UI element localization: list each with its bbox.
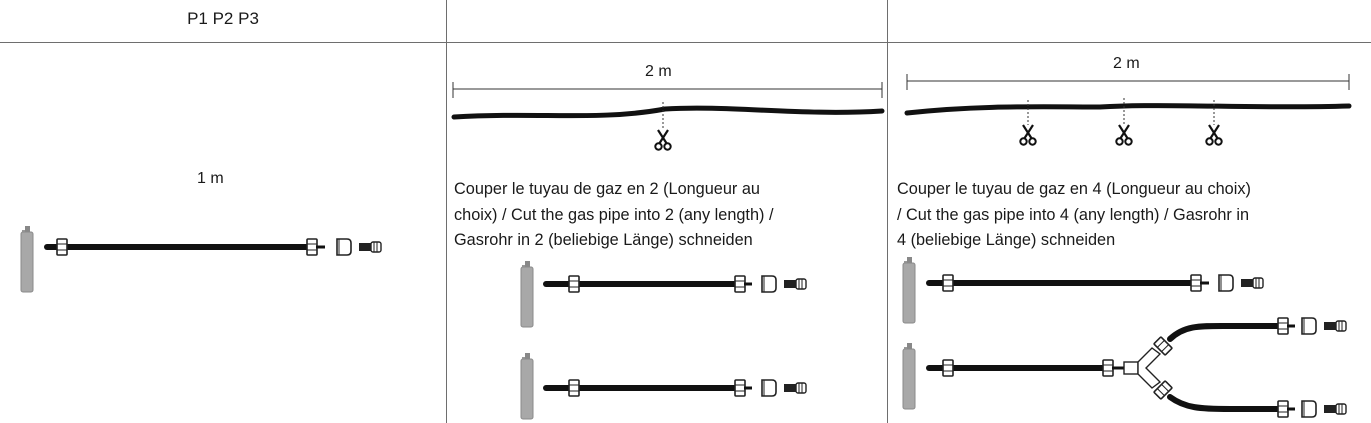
gas-bottle-icon bbox=[521, 353, 533, 419]
hose-icon bbox=[907, 106, 1349, 113]
gas-bottle-icon bbox=[21, 226, 33, 292]
dimension-line-col3 bbox=[907, 74, 1349, 90]
dimension-line-col2 bbox=[453, 82, 882, 98]
description-col3: Couper le tuyau de gaz en 4 (Longueur au choix) / Cut the gas pipe into 4 (any length) / Gasrohr in 4 (beliebige Länge) schneiden bbox=[897, 180, 1251, 249]
y-splitter-icon bbox=[1124, 337, 1172, 399]
hose-assembly-col1 bbox=[47, 239, 381, 255]
length-label-1: 1 m bbox=[197, 170, 224, 187]
hose-icon bbox=[1170, 397, 1283, 409]
column-header-1: P1 P2 P3 bbox=[187, 9, 259, 28]
hose-assembly-col3-b bbox=[929, 318, 1346, 417]
hose-icon bbox=[1170, 326, 1283, 339]
gas-bottle-icon bbox=[903, 343, 915, 409]
hose-assembly-col2-b bbox=[546, 380, 806, 396]
length-label-3: 2 m bbox=[1113, 55, 1140, 72]
hose-assembly-col2-a bbox=[546, 276, 806, 292]
hose-icon bbox=[454, 108, 882, 117]
description-col2: Couper le tuyau de gaz en 2 (Longueur au choix) / Cut the gas pipe into 2 (any length) / Gasrohr in 2 (beliebige Länge) schneiden bbox=[454, 180, 774, 249]
hose-assembly-col3-a bbox=[929, 275, 1263, 291]
gas-bottle-icon bbox=[521, 261, 533, 327]
length-label-2: 2 m bbox=[645, 63, 672, 80]
gas-bottle-icon bbox=[903, 257, 915, 323]
